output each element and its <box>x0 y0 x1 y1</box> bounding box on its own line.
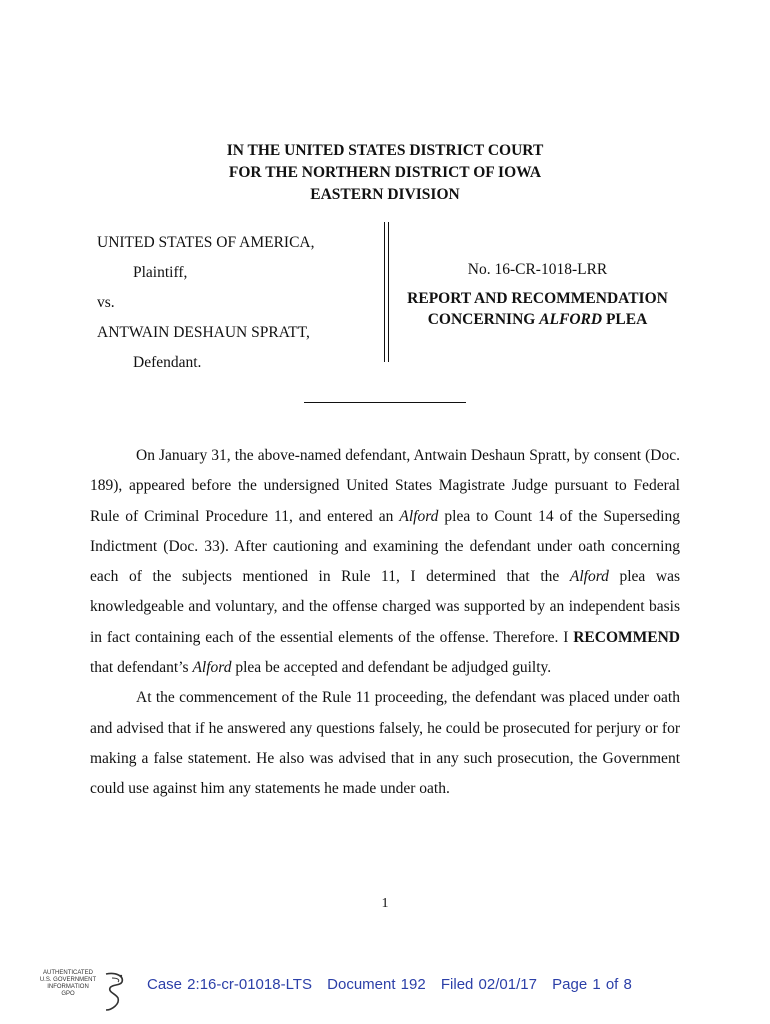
court-header-line-2: FOR THE NORTHERN DISTRICT OF IOWA <box>228 164 542 181</box>
court-header <box>0 140 770 206</box>
title-italic: ALFORD <box>539 311 603 328</box>
title-prefix: CONCERNING <box>427 311 540 328</box>
section-separator <box>304 402 466 403</box>
gpo-seal-line-4: GPO <box>61 991 75 997</box>
p1-text-4: that defendant’s <box>90 659 193 677</box>
page-number: 1 <box>381 896 389 911</box>
document-title-line-1: REPORT AND RECOMMENDATION <box>407 290 668 307</box>
defendant-name: ANTWAIN DESHAUN SPRATT, <box>97 324 310 341</box>
p1-italic-1: Alford <box>399 507 439 525</box>
title-suffix: PLEA <box>602 311 648 328</box>
gpo-seal-line-2: U.S. GOVERNMENT <box>39 977 97 983</box>
gpo-seal-line-1: AUTHENTICATED <box>43 970 93 976</box>
gpo-authentication-seal <box>30 970 130 1014</box>
caption-double-rule <box>384 222 389 362</box>
document-title-line-2 <box>395 309 680 330</box>
court-header-line-1: IN THE UNITED STATES DISTRICT COURT <box>226 142 544 159</box>
case-caption-parties <box>97 230 387 375</box>
paragraph-2: At the commencement of the Rule 11 proceeding, the defendant was placed under oath and advised that if he answered any questions falsely, he could be prosecuted for perjury or for making a false statement. He also was advised that in any such prosecution, the Government could use against him any statements he made under oath. <box>90 689 680 798</box>
footer-page-count: Page 1 of 8 <box>552 976 632 993</box>
footer-filed-date: Filed 02/01/17 <box>440 976 537 993</box>
gpo-seal-line-3: INFORMATION <box>47 984 89 990</box>
document-body <box>90 441 680 805</box>
p1-bold-recommend: RECOMMEND <box>573 628 680 646</box>
document-title <box>395 288 680 330</box>
footer-document-number: Document 192 <box>327 976 426 993</box>
ecf-footer <box>147 976 642 993</box>
p1-italic-3: Alford <box>192 659 232 677</box>
case-caption-title <box>395 257 680 330</box>
court-header-line-3: EASTERN DIVISION <box>310 186 460 203</box>
defendant-role: Defendant. <box>133 354 202 371</box>
footer-case-number: Case 2:16-cr-01018-LTS <box>147 976 312 993</box>
case-number: No. 16-CR-1018-LRR <box>467 261 608 278</box>
plaintiff-name: UNITED STATES OF AMERICA, <box>97 234 315 251</box>
gpo-seal-text <box>30 970 106 998</box>
versus-label: vs. <box>97 294 115 311</box>
p1-italic-2: Alford <box>569 568 609 586</box>
p1-text-5: plea be accepted and defendant be adjudged guilty. <box>231 659 552 677</box>
p1-text-2: plea to Count 14 of the Superseding Indictment (Doc. 33). After cautioning and examining the defendant under oath concerning each of the subjects mentioned in Rule 11, I determined that the <box>90 507 680 586</box>
p1-text-1: On January 31, the above-named defendant, Antwain Deshaun Spratt, by consent (Doc. 189), appeared before the undersigned United States Magistrate Judge pursuant to Federal Rule of Criminal Procedure 11, and entered an <box>90 447 680 525</box>
paragraph-1 <box>90 441 680 683</box>
gpo-eagle-icon <box>102 970 128 1014</box>
p1-text-3: plea was knowledgeable and voluntary, and the offense charged was supported by an independent basis in fact containing each of the essential elements of the offense. Therefore. I <box>90 568 681 646</box>
plaintiff-role: Plaintiff, <box>133 264 188 281</box>
